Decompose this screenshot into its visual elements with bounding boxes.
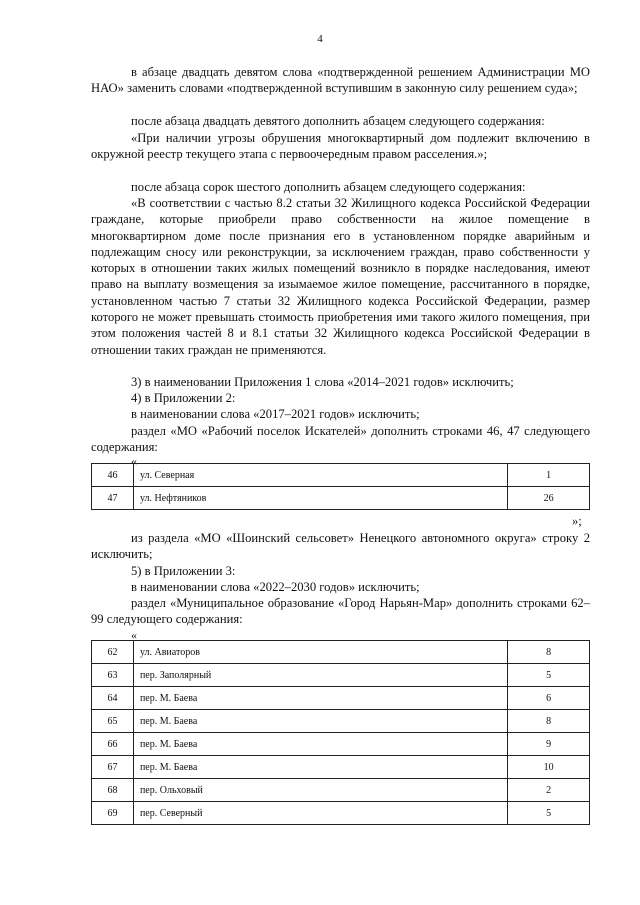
row-number: 68 — [92, 779, 134, 802]
house-number-cell: 5 — [508, 802, 590, 825]
open-quote-2: « — [131, 628, 137, 642]
paragraph-amend-29: в абзаце двадцать девятом слова «подтвержденной решением Администрации МО НАО» заменить словами «подтвержденной вступившим в законную силу решением суда»; — [91, 65, 590, 96]
house-number-cell: 6 — [508, 687, 590, 710]
paragraph-item-5: 5) в Приложении 3: — [131, 564, 236, 578]
paragraph-housing-code: «В соответствии с частью 8.2 статьи 32 Жилищного кодекса Российской Федерации граждане, которые приобрели право собственности на жилое помещение в многоквартирном доме после признания его в установленном порядке аварийным и подлежащим сносу или реконструкции, за исключением граждан, право собственности у которых в отношении таких жилых помещений возникло в порядке наследования, имеют право на выплату возмещения за изымаемое жилое помещение, рассчитанного в порядке, установленном частью 7 статьи 32 Жилищного кодекса Российской Федерации, размер которого не может превышать стоимость приобретения ими такого жилого помещения, при этом положения частей 8 и 8.1 статьи 32 Жилищного кодекса Российской Федерации в отношении таких граждан не применяются. — [91, 196, 590, 357]
row-number: 65 — [92, 710, 134, 733]
open-quote-1: « — [131, 454, 137, 468]
table-row — [92, 687, 590, 710]
paragraph-section-naryan-mar: раздел «Муниципальное образование «Город Нарьян-Мар» дополнить строками 62–99 следующего содержания: — [91, 596, 590, 627]
street-cell: пер. М. Баева — [133, 756, 507, 779]
table-row — [92, 733, 590, 756]
street-cell: пер. Ольховый — [133, 779, 507, 802]
table-iskateley — [91, 463, 590, 510]
street-cell: пер. Северный — [133, 802, 507, 825]
table-row — [92, 756, 590, 779]
paragraph-collapse-threat: «При наличии угрозы обрушения многоквартирный дом подлежит включению в окружной реестр текущего этапа с первоочередным правом расселения.»; — [91, 131, 590, 162]
close-quote-1: »; — [572, 514, 582, 528]
row-number: 47 — [92, 487, 134, 510]
street-cell: пер. М. Баева — [133, 687, 507, 710]
row-number: 69 — [92, 802, 134, 825]
row-number: 66 — [92, 733, 134, 756]
paragraph-item-3: 3) в наименовании Приложения 1 слова «2014–2021 годов» исключить; — [131, 375, 514, 389]
house-number-cell: 9 — [508, 733, 590, 756]
house-number-cell: 8 — [508, 641, 590, 664]
row-number: 46 — [92, 464, 134, 487]
paragraph-shoinsky: из раздела «МО «Шоинский сельсовет» Ненецкого автономного округа» строку 2 исключить; — [91, 531, 590, 562]
table-row — [92, 664, 590, 687]
street-cell: ул. Нефтяников — [133, 487, 507, 510]
house-number-cell: 8 — [508, 710, 590, 733]
house-number-cell: 26 — [508, 487, 590, 510]
house-number-cell: 10 — [508, 756, 590, 779]
table-row — [92, 710, 590, 733]
paragraph-item-4: 4) в Приложении 2: — [131, 391, 236, 405]
house-number-cell: 2 — [508, 779, 590, 802]
row-number: 64 — [92, 687, 134, 710]
table-row — [92, 641, 590, 664]
table-row — [92, 779, 590, 802]
row-number: 67 — [92, 756, 134, 779]
paragraph-section-iskateley: раздел «МО «Рабочий поселок Искателей» дополнить строками 46, 47 следующего содержания: — [91, 424, 590, 455]
row-number: 62 — [92, 641, 134, 664]
house-number-cell: 5 — [508, 664, 590, 687]
table-row — [92, 802, 590, 825]
paragraph-appendix-3-title: в наименовании слова «2022–2030 годов» исключить; — [131, 580, 420, 594]
street-cell: ул. Авиаторов — [133, 641, 507, 664]
row-number: 63 — [92, 664, 134, 687]
table-naryan-mar — [91, 640, 590, 825]
paragraph-after-29: после абзаца двадцать девятого дополнить абзацем следующего содержания: — [131, 114, 545, 128]
paragraph-after-46: после абзаца сорок шестого дополнить абзацем следующего содержания: — [131, 180, 526, 194]
page-number: 4 — [317, 33, 323, 45]
street-cell: ул. Северная — [133, 464, 507, 487]
table-row — [92, 487, 590, 510]
house-number-cell: 1 — [508, 464, 590, 487]
street-cell: пер. М. Баева — [133, 733, 507, 756]
street-cell: пер. М. Баева — [133, 710, 507, 733]
table-row — [92, 464, 590, 487]
street-cell: пер. Заполярный — [133, 664, 507, 687]
paragraph-appendix-2-title: в наименовании слова «2017–2021 годов» исключить; — [131, 407, 420, 421]
